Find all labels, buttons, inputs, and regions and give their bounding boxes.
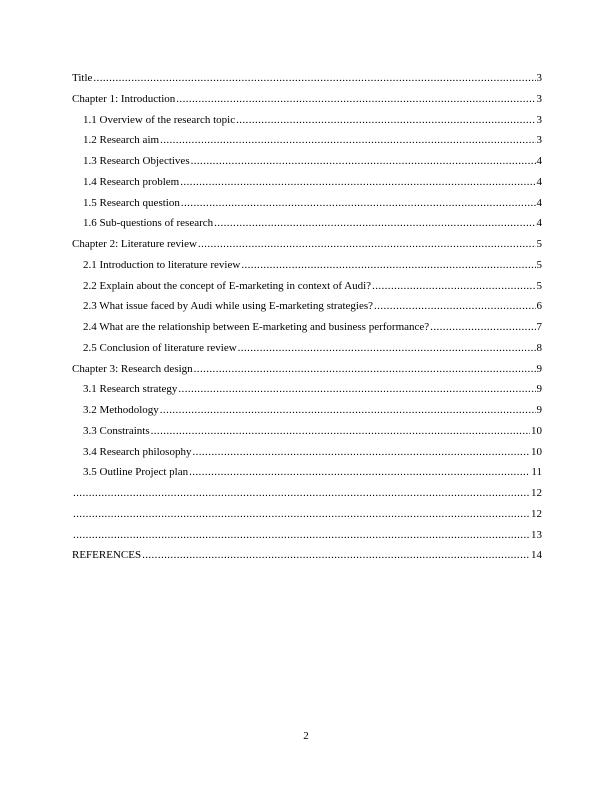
toc-entry[interactable] bbox=[72, 279, 542, 300]
toc-entry[interactable] bbox=[72, 486, 542, 507]
toc-entry[interactable] bbox=[72, 341, 542, 362]
toc-dot-leader bbox=[192, 445, 530, 459]
toc-dot-leader bbox=[189, 465, 530, 479]
toc-entry-title: 1.4 Research problem bbox=[83, 175, 180, 188]
toc-dot-leader bbox=[73, 528, 530, 542]
toc-entry-page: 3 bbox=[536, 134, 542, 147]
toc-dot-leader bbox=[236, 113, 535, 127]
toc-entry-title: 2.4 What are the relationship between E-marketing and business performance? bbox=[83, 321, 430, 333]
toc-entry-page: 5 bbox=[536, 258, 542, 271]
toc-entry-page: 4 bbox=[536, 175, 542, 188]
toc-entry-page: 5 bbox=[536, 279, 542, 292]
toc-entry-title: 1.2 Research aim bbox=[83, 134, 160, 147]
toc-dot-leader bbox=[374, 299, 535, 313]
toc-entry-title: 1.5 Research question bbox=[83, 196, 180, 209]
toc-entry-page: 8 bbox=[536, 341, 542, 354]
toc-entry-page: 10 bbox=[531, 445, 542, 458]
toc-entry[interactable] bbox=[72, 445, 542, 466]
toc-entry[interactable] bbox=[72, 528, 542, 549]
toc-entry-title: Title bbox=[72, 72, 93, 84]
toc-entry-title: 2.5 Conclusion of literature review bbox=[83, 341, 237, 354]
toc-entry-title: 1.6 Sub-questions of research bbox=[83, 217, 214, 230]
toc-entry[interactable] bbox=[72, 216, 542, 237]
toc-entry[interactable] bbox=[72, 424, 542, 445]
page-number: 2 bbox=[303, 730, 309, 742]
toc-entry-page: 4 bbox=[536, 196, 542, 209]
toc-entry[interactable] bbox=[72, 507, 542, 528]
toc-entry-title: 2.2 Explain about the concept of E-marketing in context of Audi? bbox=[83, 279, 372, 292]
toc-dot-leader bbox=[430, 320, 535, 334]
toc-dot-leader bbox=[180, 175, 535, 189]
toc-entry[interactable] bbox=[72, 320, 542, 341]
toc-entry-title: 3.3 Constraints bbox=[83, 424, 150, 437]
toc-entry[interactable] bbox=[72, 548, 542, 569]
toc-entry[interactable] bbox=[72, 258, 542, 279]
toc-entry-page: 9 bbox=[536, 404, 542, 416]
toc-entry-title: 3.2 Methodology bbox=[83, 404, 159, 416]
toc-dot-leader bbox=[181, 196, 536, 210]
toc-dot-leader bbox=[372, 279, 535, 293]
toc-entry[interactable] bbox=[72, 196, 542, 217]
toc-entry-page: 11 bbox=[531, 466, 542, 479]
toc-entry[interactable] bbox=[72, 71, 542, 92]
toc-entry-title: Chapter 1: Introduction bbox=[72, 92, 176, 105]
toc-entry-title: 3.1 Research strategy bbox=[83, 383, 178, 396]
toc-dot-leader bbox=[73, 486, 530, 500]
toc-entry[interactable] bbox=[72, 92, 542, 113]
toc-dot-leader bbox=[191, 154, 536, 168]
toc-entry-title: 1.1 Overview of the research topic bbox=[83, 113, 236, 126]
toc-entry-page: 13 bbox=[531, 528, 542, 541]
toc-entry-title: REFERENCES bbox=[72, 549, 142, 562]
table-of-contents bbox=[72, 71, 542, 569]
toc-entry[interactable] bbox=[72, 362, 542, 383]
toc-dot-leader bbox=[160, 403, 536, 417]
toc-entry-page: 4 bbox=[536, 155, 542, 167]
toc-entry-page: 6 bbox=[536, 300, 542, 313]
toc-entry-page: 3 bbox=[536, 113, 542, 126]
toc-dot-leader bbox=[194, 362, 536, 376]
toc-entry[interactable] bbox=[72, 237, 542, 258]
toc-entry[interactable] bbox=[72, 382, 542, 403]
toc-entry-page: 14 bbox=[531, 549, 542, 562]
toc-dot-leader bbox=[151, 424, 530, 438]
toc-entry-title: Chapter 2: Literature review bbox=[72, 238, 197, 250]
toc-entry-page: 10 bbox=[531, 424, 542, 437]
toc-dot-leader bbox=[241, 258, 535, 272]
toc-dot-leader bbox=[73, 507, 530, 521]
toc-entry[interactable] bbox=[72, 154, 542, 175]
toc-dot-leader bbox=[238, 341, 536, 355]
toc-dot-leader bbox=[214, 216, 535, 230]
toc-entry-page: 9 bbox=[536, 383, 542, 396]
toc-entry-title: 3.4 Research philosophy bbox=[83, 445, 192, 458]
toc-dot-leader bbox=[176, 92, 535, 106]
toc-entry-page: 5 bbox=[536, 238, 542, 250]
toc-dot-leader bbox=[178, 382, 535, 396]
toc-entry-title: 3.5 Outline Project plan bbox=[83, 466, 189, 479]
toc-entry-title: Chapter 3: Research design bbox=[72, 362, 193, 375]
toc-dot-leader bbox=[198, 237, 536, 251]
toc-entry-page: 7 bbox=[536, 321, 542, 333]
toc-entry[interactable] bbox=[72, 133, 542, 154]
toc-entry[interactable] bbox=[72, 299, 542, 320]
toc-dot-leader bbox=[142, 548, 530, 562]
toc-entry[interactable] bbox=[72, 175, 542, 196]
toc-entry-page: 3 bbox=[536, 72, 542, 84]
toc-entry-page: 12 bbox=[531, 507, 542, 520]
toc-entry[interactable] bbox=[72, 465, 542, 486]
toc-entry[interactable] bbox=[72, 113, 542, 134]
toc-dot-leader bbox=[160, 133, 535, 147]
toc-entry-page: 12 bbox=[531, 487, 542, 499]
toc-entry[interactable] bbox=[72, 403, 542, 424]
toc-entry-title: 1.3 Research Objectives bbox=[83, 155, 190, 167]
toc-entry-page: 4 bbox=[536, 217, 542, 230]
toc-dot-leader bbox=[93, 71, 535, 85]
toc-entry-title: 2.1 Introduction to literature review bbox=[83, 258, 241, 271]
toc-entry-page: 3 bbox=[536, 92, 542, 105]
toc-entry-page: 9 bbox=[536, 362, 542, 375]
toc-entry-title: 2.3 What issue faced by Audi while using E-marketing strategies? bbox=[83, 300, 374, 313]
